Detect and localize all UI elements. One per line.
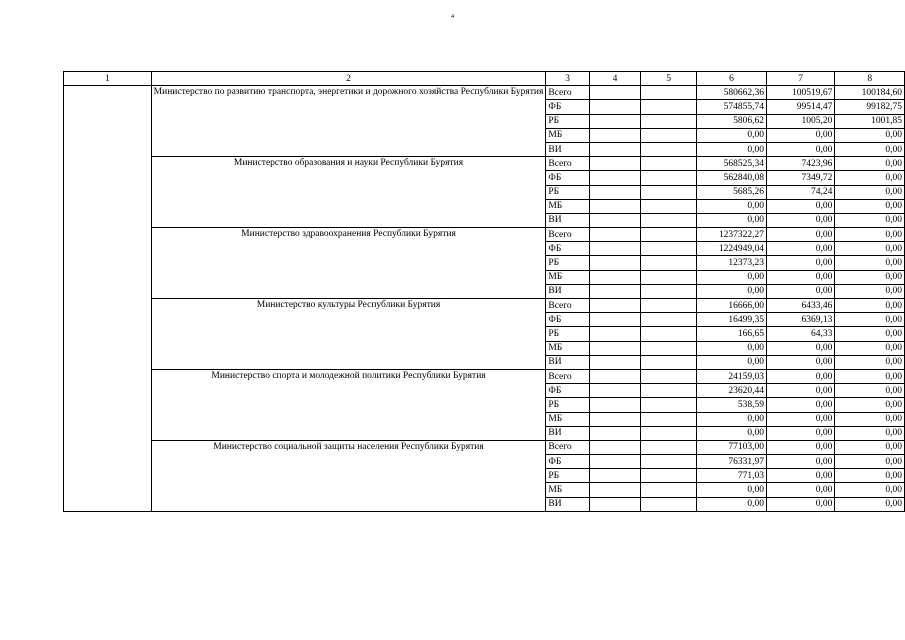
column-5-cell [641,384,697,398]
organization-name: Министерство спорта и молодежной политики Республики Бурятия [151,369,546,440]
funding-source: ВИ [546,213,589,227]
value-col-6: 0,00 [697,355,767,369]
organization-name: Министерство культуры Республики Бурятия [151,299,546,370]
value-col-6: 5685,26 [697,185,767,199]
page-number: 4 [451,14,454,20]
column-5-cell [641,142,697,156]
value-col-6: 0,00 [697,483,767,497]
value-col-8: 100184,60 [835,86,905,100]
column-4-cell [589,213,640,227]
table-row [64,228,905,242]
value-col-8: 0,00 [835,483,905,497]
column-4-cell [589,284,640,298]
column-5-cell [641,483,697,497]
column-4-cell [589,256,640,270]
value-col-7: 0,00 [766,469,834,483]
funding-source: ВИ [546,142,589,156]
value-col-8: 0,00 [835,455,905,469]
column-5-cell [641,256,697,270]
value-col-7: 1005,20 [766,114,834,128]
funding-source: ФБ [546,313,589,327]
column-4-cell [589,142,640,156]
value-col-6: 0,00 [697,128,767,142]
value-col-8: 0,00 [835,469,905,483]
value-col-8: 0,00 [835,497,905,511]
column-4-cell [589,455,640,469]
column-4-cell [589,313,640,327]
value-col-6: 24159,03 [697,369,767,383]
value-col-7: 0,00 [766,497,834,511]
value-col-7: 0,00 [766,284,834,298]
value-col-7: 0,00 [766,455,834,469]
column-4-cell [589,199,640,213]
header-cell: 2 [151,72,546,86]
value-col-8: 0,00 [835,426,905,440]
column-4-cell [589,114,640,128]
funding-source: Всего [546,369,589,383]
column-4-cell [589,483,640,497]
column-4-cell [589,185,640,199]
value-col-6: 0,00 [697,284,767,298]
value-col-6: 574855,74 [697,100,767,114]
value-col-6: 1224949,04 [697,242,767,256]
value-col-7: 0,00 [766,213,834,227]
value-col-6: 0,00 [697,497,767,511]
column-5-cell [641,185,697,199]
value-col-8: 0,00 [835,256,905,270]
value-col-8: 0,00 [835,228,905,242]
value-col-8: 0,00 [835,284,905,298]
value-col-7: 0,00 [766,440,834,454]
value-col-7: 7349,72 [766,171,834,185]
table-row [64,299,905,313]
value-col-8: 0,00 [835,128,905,142]
column-4-cell [589,469,640,483]
column-5-cell [641,369,697,383]
value-col-8: 0,00 [835,213,905,227]
funding-source: МБ [546,412,589,426]
funding-source: РБ [546,185,589,199]
column-4-cell [589,327,640,341]
organization-name: Министерство образования и науки Республики Бурятия [151,157,546,228]
value-col-8: 0,00 [835,199,905,213]
header-cell: 6 [697,72,767,86]
value-col-7: 0,00 [766,242,834,256]
column-5-cell [641,86,697,100]
header-cell: 3 [546,72,589,86]
value-col-6: 76331,97 [697,455,767,469]
value-col-7: 74,24 [766,185,834,199]
column-5-cell [641,284,697,298]
column-4-cell [589,341,640,355]
value-col-7: 0,00 [766,256,834,270]
funding-source: ВИ [546,497,589,511]
value-col-7: 6369,13 [766,313,834,327]
value-col-8: 0,00 [835,355,905,369]
value-col-8: 0,00 [835,313,905,327]
column-5-cell [641,213,697,227]
column-4-cell [589,128,640,142]
value-col-6: 538,59 [697,398,767,412]
column-5-cell [641,469,697,483]
funding-source: РБ [546,256,589,270]
funding-source: ВИ [546,426,589,440]
value-col-7: 0,00 [766,228,834,242]
value-col-7: 0,00 [766,398,834,412]
value-col-6: 5806,62 [697,114,767,128]
header-cell: 7 [766,72,834,86]
value-col-7: 0,00 [766,412,834,426]
column-5-cell [641,440,697,454]
funding-source: ФБ [546,384,589,398]
funding-source: ВИ [546,355,589,369]
value-col-7: 64,33 [766,327,834,341]
header-cell: 5 [641,72,697,86]
value-col-8: 0,00 [835,185,905,199]
value-col-6: 1237322,27 [697,228,767,242]
column-5-cell [641,497,697,511]
value-col-6: 568525,34 [697,157,767,171]
column-1-cell [64,86,152,512]
column-4-cell [589,412,640,426]
value-col-7: 0,00 [766,483,834,497]
header-cell: 4 [589,72,640,86]
funding-source: ВИ [546,284,589,298]
column-5-cell [641,398,697,412]
column-5-cell [641,199,697,213]
funding-source: Всего [546,157,589,171]
value-col-8: 0,00 [835,398,905,412]
column-4-cell [589,270,640,284]
funding-source: Всего [546,440,589,454]
funding-source: МБ [546,341,589,355]
column-5-cell [641,355,697,369]
budget-table [63,71,905,512]
funding-source: РБ [546,114,589,128]
value-col-6: 12373,23 [697,256,767,270]
value-col-7: 0,00 [766,426,834,440]
column-5-cell [641,299,697,313]
value-col-7: 0,00 [766,384,834,398]
table-row [64,440,905,454]
funding-source: ФБ [546,100,589,114]
organization-name: Министерство здравоохранения Республики Бурятия [151,228,546,299]
value-col-8: 0,00 [835,299,905,313]
value-col-7: 0,00 [766,128,834,142]
header-cell: 1 [64,72,152,86]
column-5-cell [641,128,697,142]
value-col-6: 0,00 [697,199,767,213]
value-col-6: 580662,36 [697,86,767,100]
funding-source: РБ [546,327,589,341]
column-5-cell [641,228,697,242]
value-col-8: 0,00 [835,412,905,426]
value-col-6: 0,00 [697,270,767,284]
value-col-6: 0,00 [697,426,767,440]
column-5-cell [641,455,697,469]
column-5-cell [641,313,697,327]
table-row [64,86,905,100]
column-5-cell [641,242,697,256]
value-col-7: 0,00 [766,369,834,383]
column-4-cell [589,426,640,440]
funding-source: Всего [546,299,589,313]
value-col-6: 771,03 [697,469,767,483]
value-col-7: 0,00 [766,142,834,156]
funding-source: МБ [546,199,589,213]
header-row [64,72,905,86]
column-4-cell [589,157,640,171]
funding-source: ФБ [546,455,589,469]
value-col-8: 0,00 [835,270,905,284]
column-4-cell [589,384,640,398]
column-5-cell [641,426,697,440]
column-4-cell [589,497,640,511]
column-5-cell [641,412,697,426]
value-col-8: 0,00 [835,142,905,156]
value-col-8: 99182,75 [835,100,905,114]
value-col-8: 0,00 [835,171,905,185]
value-col-6: 562840,08 [697,171,767,185]
header-cell: 8 [835,72,905,86]
column-4-cell [589,228,640,242]
organization-name: Министерство социальной защиты населения Республики Бурятия [151,440,546,511]
value-col-7: 7423,96 [766,157,834,171]
column-4-cell [589,86,640,100]
funding-source: РБ [546,398,589,412]
value-col-8: 0,00 [835,369,905,383]
column-5-cell [641,157,697,171]
value-col-6: 0,00 [697,341,767,355]
funding-source: МБ [546,270,589,284]
column-4-cell [589,299,640,313]
value-col-8: 0,00 [835,440,905,454]
funding-source: МБ [546,483,589,497]
column-5-cell [641,114,697,128]
column-5-cell [641,270,697,284]
value-col-6: 23620,44 [697,384,767,398]
value-col-8: 1001,85 [835,114,905,128]
column-5-cell [641,327,697,341]
value-col-8: 0,00 [835,242,905,256]
column-5-cell [641,100,697,114]
value-col-7: 6433,46 [766,299,834,313]
value-col-7: 0,00 [766,199,834,213]
value-col-7: 99514,47 [766,100,834,114]
column-4-cell [589,440,640,454]
funding-source: МБ [546,128,589,142]
column-4-cell [589,355,640,369]
value-col-8: 0,00 [835,157,905,171]
funding-source: РБ [546,469,589,483]
column-4-cell [589,369,640,383]
value-col-8: 0,00 [835,327,905,341]
value-col-6: 0,00 [697,213,767,227]
table-row [64,157,905,171]
value-col-7: 0,00 [766,355,834,369]
column-4-cell [589,100,640,114]
value-col-7: 0,00 [766,270,834,284]
column-5-cell [641,341,697,355]
column-4-cell [589,171,640,185]
funding-source: ФБ [546,171,589,185]
value-col-6: 16499,35 [697,313,767,327]
value-col-8: 0,00 [835,384,905,398]
table-row [64,369,905,383]
funding-source: Всего [546,86,589,100]
column-5-cell [641,171,697,185]
value-col-6: 77103,00 [697,440,767,454]
column-4-cell [589,242,640,256]
value-col-7: 0,00 [766,341,834,355]
funding-source: Всего [546,228,589,242]
funding-source: ФБ [546,242,589,256]
value-col-6: 0,00 [697,412,767,426]
value-col-6: 0,00 [697,142,767,156]
value-col-6: 16666,00 [697,299,767,313]
value-col-8: 0,00 [835,341,905,355]
organization-name: Министерство по развитию транспорта, энергетики и дорожного хозяйства Республики Бурятия [151,86,546,157]
column-4-cell [589,398,640,412]
value-col-6: 166,65 [697,327,767,341]
value-col-7: 100519,67 [766,86,834,100]
